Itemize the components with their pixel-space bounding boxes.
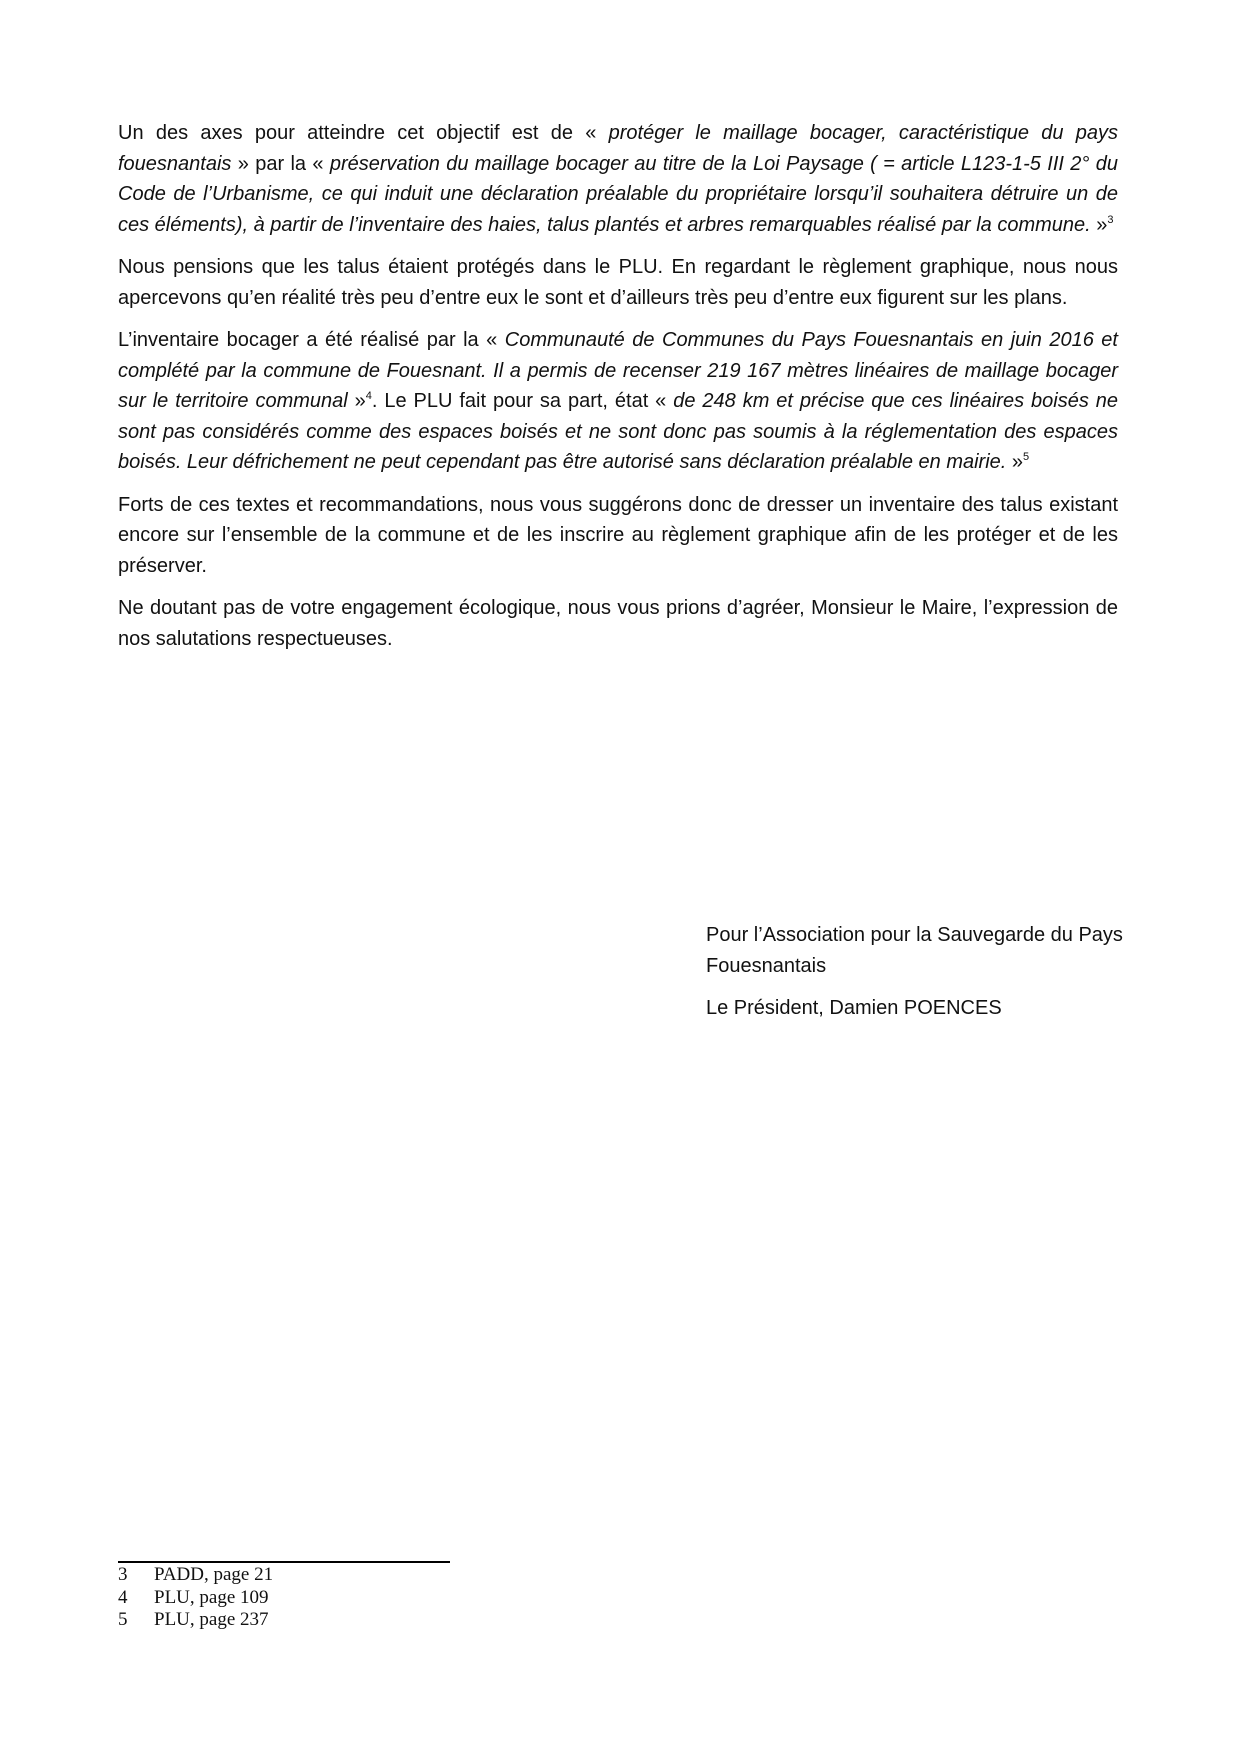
footnote-ref-3[interactable]: 3 (1107, 213, 1114, 226)
paragraph-text: L’inventaire bocager a été réalisé par la « (118, 329, 505, 351)
letter-body (118, 118, 1118, 666)
footnote-number: 5 (118, 1609, 128, 1630)
paragraph-text: » (1006, 451, 1024, 473)
quote-text: de 248 km et précise que ces linéaires boisés ne sont pas considérés comme des espaces boisés et ne sont donc pas soumis à la réglementation des espaces boisés. Leur défrichement ne peut cependant pas être autorisé sans déclaration préalable en mairie. (118, 390, 1118, 473)
paragraph-text: Un des axes pour atteindre cet objectif est de « (118, 122, 609, 144)
footnote-5 (118, 1609, 273, 1632)
paragraph-text: Nous pensions que les talus étaient protégés dans le PLU. En regardant le règlement graphique, nous nous apercevons qu’en réalité très peu d’entre eux le sont et d’ailleurs très peu d’entre eux figurent sur les plans. (118, 256, 1118, 309)
footnote-ref-5[interactable]: 5 (1023, 451, 1030, 463)
quote-text: Communauté de Communes du Pays Fouesnantais en juin 2016 et complété par la commune de Fouesnant. Il a permis de recenser 219 167 mètres linéaires de maillage bocager sur le territoire communal (118, 329, 1118, 412)
signature-signatory: Le Président, Damien POENCES (706, 997, 1002, 1019)
footnote-text: PLU, page 237 (154, 1609, 269, 1630)
paragraph-talus (118, 252, 1118, 313)
paragraph-text: Forts de ces textes et recommandations, nous vous suggérons donc de dresser un inventaire des talus existant encore sur l’ensemble de la commune et de les inscrire au règlement graphique afin de les protéger et de les préserver. (118, 493, 1118, 577)
paragraph-text: » par la « (231, 152, 330, 175)
paragraph-text: » (347, 390, 366, 412)
footnote-ref-4[interactable]: 4 (365, 390, 372, 402)
footnote-number: 3 (118, 1564, 128, 1585)
paragraph-inventory (118, 325, 1118, 478)
footnote-3 (118, 1564, 273, 1587)
paragraph-text: Ne doutant pas de votre engagement écologique, nous vous prions d’agréer, Monsieur le Maire, l’expression de nos salutations respectueuses. (118, 597, 1118, 650)
footnote-4 (118, 1587, 273, 1610)
paragraph-objective (118, 118, 1118, 240)
paragraph-text: . Le PLU fait pour sa part, état « (371, 390, 674, 412)
footnote-number: 4 (118, 1586, 128, 1608)
quote-text: préservation du maillage bocager au titre de la Loi Paysage ( = article L123-1-5 III 2° du Code de l’Urbanisme, ce qui induit une déclaration préalable du propriétaire lorsqu’il souhaitera détruire un de ces éléments), à partir de l’inventaire des haies, talus plantés et arbres remarquables réalisé par la commune. (118, 152, 1118, 236)
paragraph-text: » (1090, 213, 1108, 236)
quote-text: protéger le maillage bocager, caractéristique du pays fouesnantais (118, 122, 1118, 175)
signature-block (706, 920, 1126, 1036)
footnote-separator (118, 1561, 450, 1563)
footnote-text: PLU, page 109 (154, 1586, 269, 1608)
footnote-text: PADD, page 21 (154, 1564, 274, 1585)
paragraph-closing (118, 593, 1118, 654)
signature-organization: Pour l’Association pour la Sauvegarde du Pays Fouesnantais (706, 924, 1123, 977)
paragraph-suggestion (118, 490, 1118, 582)
footnotes (118, 1564, 273, 1632)
